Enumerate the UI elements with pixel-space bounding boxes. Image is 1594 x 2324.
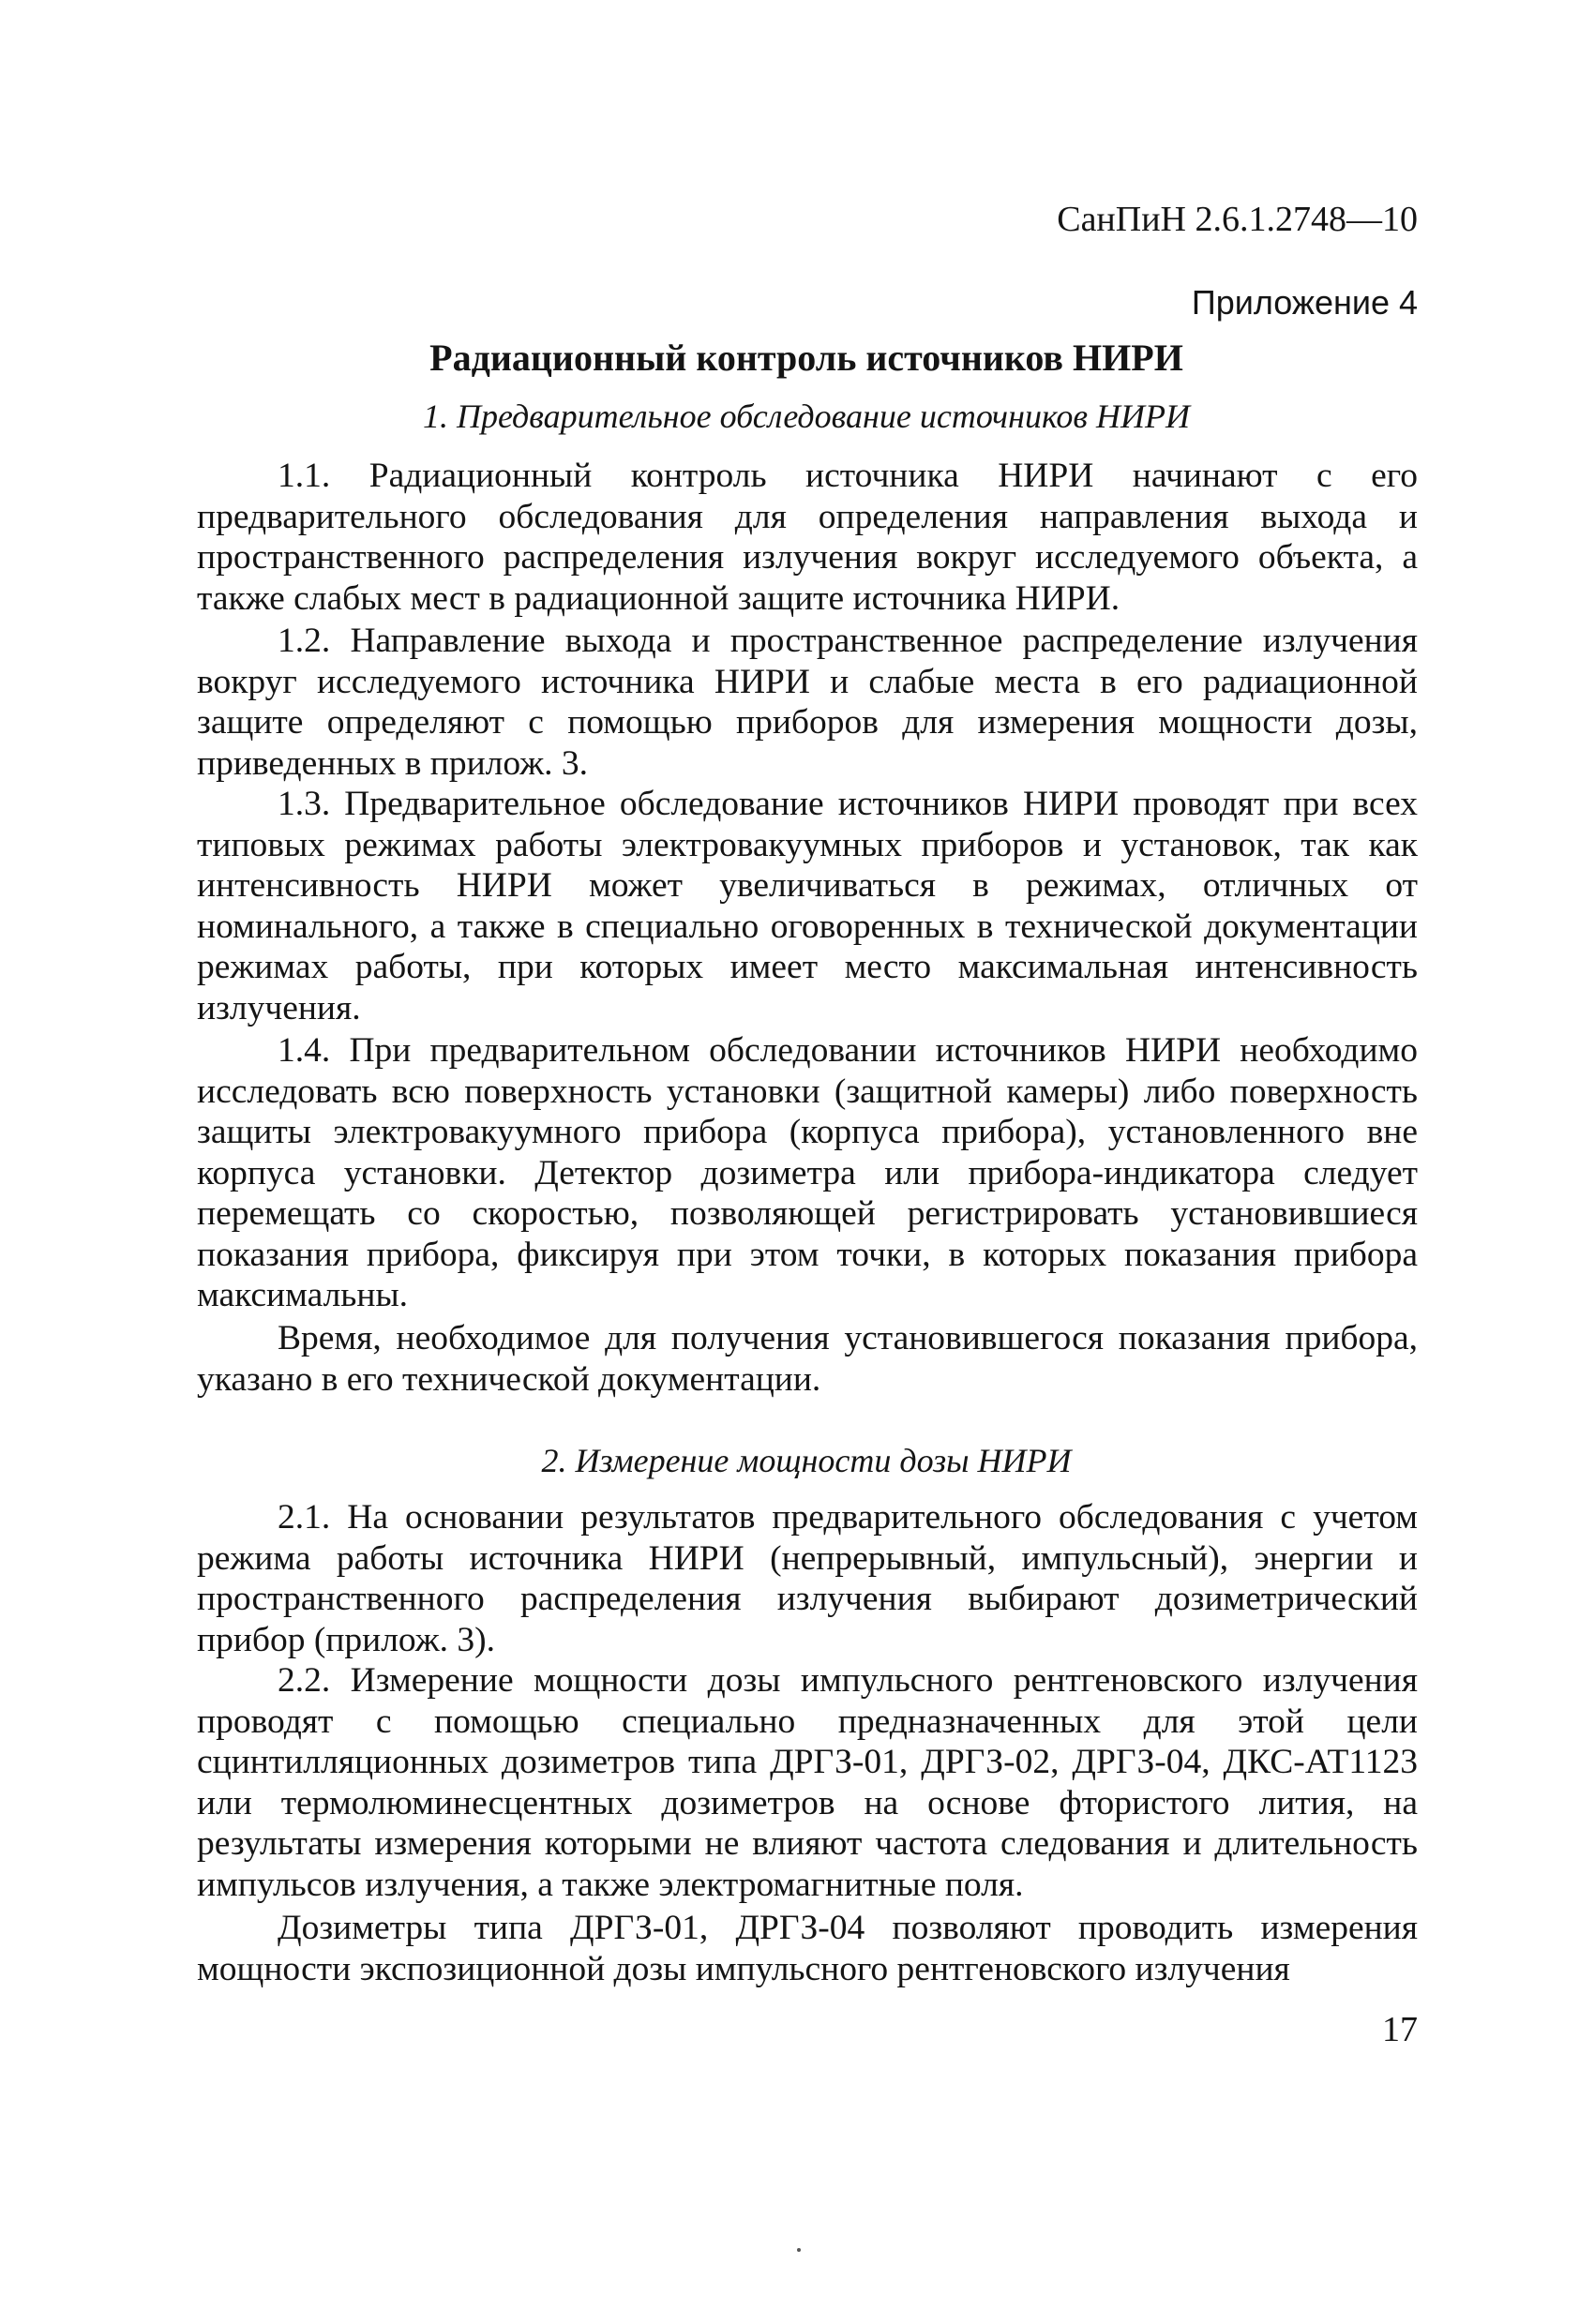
paragraph-1-2: 1.2. Направление выхода и пространственное распределение излучения вокруг исследуемого источника НИРИ и слабые места в его радиационной защите определяют с помощью приборов для измерения мощности дозы, приведенных в прилож. 3. <box>197 622 1418 783</box>
section-heading-1: 1. Предварительное обследование источников НИРИ <box>422 397 1191 435</box>
paragraph-1-1: 1.1. Радиационный контроль источника НИРИ начинают с его предварительного обследования для определения направления выхода и пространственного распределения излучения вокруг исследуемого объекта, а также слабых мест в радиационной защите источника НИРИ. <box>197 457 1418 618</box>
paragraph-1-3: 1.3. Предварительное обследование источников НИРИ проводят при всех типовых режимах работы электровакуумных приборов и установок, так как интенсивность НИРИ может увеличиваться в режимах, отличных от номинального, а также в специально оговоренных в технической документации режимах работы, при которых имеет место максимальная интенсивность излучения. <box>197 785 1418 1027</box>
scan-speck <box>797 2248 801 2252</box>
page-number: 17 <box>1382 2010 1418 2049</box>
paragraph-2-2: 2.2. Измерение мощности дозы импульсного рентгеновского излучения проводят с помощью специально предназначенных для этой цели сцинтилляционных дозиметров типа ДРГЗ-01, ДРГЗ-02, ДРГЗ-04, ДКС-АТ1123 или термолюминесцентных дозиметров на основе фтористого лития, на результаты измерения которыми не влияют частота следования и длительность импульсов излучения, а также электромагнитные поля. <box>197 1661 1418 1904</box>
paragraph-2-2-note: Дозиметры типа ДРГЗ-01, ДРГЗ-04 позволяют проводить измерения мощности экспозиционной дозы импульсного рентгеновского излучения <box>197 1909 1418 1988</box>
appendix-label: Приложение 4 <box>1191 283 1418 322</box>
document-code: СанПиН 2.6.1.2748—10 <box>1057 200 1418 239</box>
paragraph-1-4: 1.4. При предварительном обследовании источников НИРИ необходимо исследовать всю поверхность установки (защитной камеры) либо поверхность защиты электровакуумного прибора (корпуса прибора), установленного вне корпуса установки. Детектор дозиметра или прибора-индикатора следует перемещать со скоростью, позволяющей регистрировать установившиеся показания прибора, фиксируя при этом точки, в которых показания прибора максимальны. <box>197 1031 1418 1314</box>
section-heading-2: 2. Измерение мощности дозы НИРИ <box>541 1442 1072 1479</box>
paragraph-1-4-note: Время, необходимое для получения установившегося показания прибора, указано в его технической документации. <box>197 1319 1418 1399</box>
page-title: Радиационный контроль источников НИРИ <box>429 337 1183 379</box>
paragraph-2-1: 2.1. На основании результатов предварительного обследования с учетом режима работы источника НИРИ (непрерывный, импульсный), энергии и пространственного распределения излучения выбирают дозиметрический прибор (прилож. 3). <box>197 1498 1418 1659</box>
